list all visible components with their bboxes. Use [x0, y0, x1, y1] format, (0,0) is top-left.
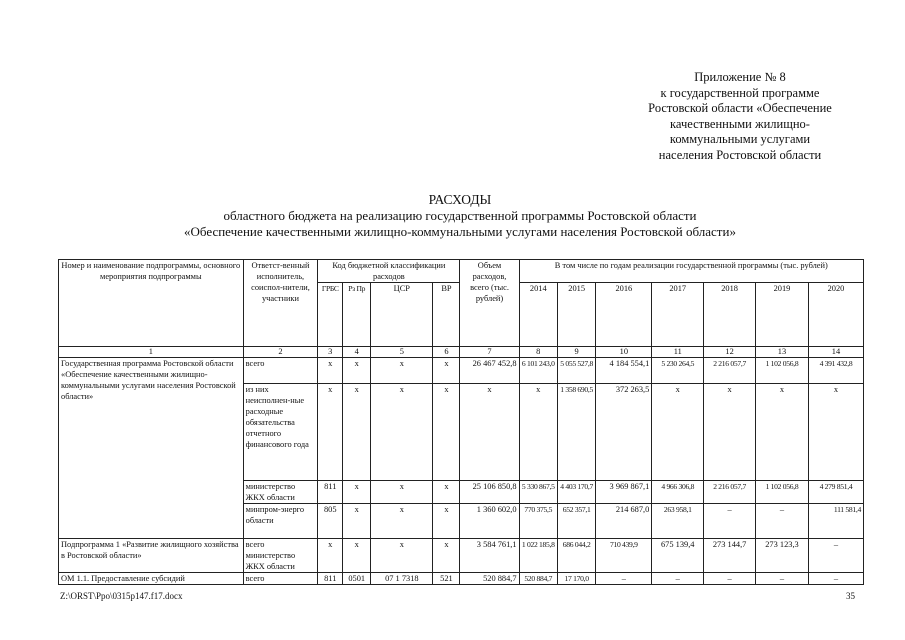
- cell-responsible: из них неисполнен-ные расходные обязательства отчетного финансового года: [243, 384, 318, 481]
- cell-2018: –: [704, 504, 756, 539]
- col-number: 1: [59, 347, 244, 358]
- cell-2014: 5 330 867,5: [519, 481, 557, 504]
- cell-2018: –: [704, 573, 756, 585]
- cell-total: 3 584 761,1: [460, 539, 519, 573]
- cell-2019: –: [756, 573, 809, 585]
- cell-2015: 686 044,2: [557, 539, 595, 573]
- col-number: 8: [519, 347, 557, 358]
- cell-2014: 520 884,7: [519, 573, 557, 585]
- header-vr: ВР: [433, 283, 460, 347]
- cell-2014: 6 101 243,0: [519, 358, 557, 384]
- cell-2017: –: [652, 573, 704, 585]
- header-responsible: Ответст-венный исполнитель, соиспол-нители, участники: [243, 260, 318, 347]
- footer-page-number: 35: [846, 591, 855, 601]
- activity-name: ОМ 1.1. Предоставление субсидий: [59, 573, 244, 585]
- program-name: Государственная программа Ростовской области «Обеспечение качественными жилищно-коммунальными услугами населения Ростовской области»: [59, 358, 244, 539]
- column-number-row: [59, 347, 864, 358]
- cell-vr: х: [433, 539, 460, 573]
- cell-2016: 710 439,9: [596, 539, 652, 573]
- cell-rzpr: 0501: [343, 573, 371, 585]
- table-row: [59, 358, 864, 384]
- cell-2014: х: [519, 384, 557, 481]
- appendix-line-1: Приложение № 8: [694, 70, 786, 84]
- cell-2015: 4 403 170,7: [557, 481, 595, 504]
- cell-csr: х: [371, 504, 433, 539]
- col-number: 10: [596, 347, 652, 358]
- header-grbs: ГРБС: [318, 283, 343, 347]
- cell-responsible: всего: [243, 573, 318, 585]
- cell-csr: х: [371, 358, 433, 384]
- footer-file-path: Z:\ORST\Ppo\0315p147.f17.docx: [60, 591, 183, 601]
- appendix-line-4: качественными жилищно-: [670, 116, 810, 131]
- cell-2016: 4 184 554,1: [596, 358, 652, 384]
- header-csr: ЦСР: [371, 283, 433, 347]
- subprogram-name: Подпрограмма 1 «Развитие жилищного хозяйства в Ростовской области»: [59, 539, 244, 573]
- cell-2018: 2 216 057,7: [704, 358, 756, 384]
- header-year-2019: 2019: [756, 283, 809, 347]
- header-total: Объем расходов, всего (тыс. рублей): [460, 260, 519, 347]
- cell-2014: 770 375,5: [519, 504, 557, 539]
- appendix-line-3: Ростовской области «Обеспечение: [648, 101, 832, 115]
- cell-total: 26 467 452,8: [460, 358, 519, 384]
- col-number: 13: [756, 347, 809, 358]
- cell-total: 520 884,7: [460, 573, 519, 585]
- appendix-line-5: коммунальными услугами: [669, 132, 811, 146]
- cell-vr: х: [433, 384, 460, 481]
- cell-vr: х: [433, 358, 460, 384]
- col-number: 11: [652, 347, 704, 358]
- header-years-group: В том числе по годам реализации государственной программы (тыс. рублей): [519, 260, 863, 283]
- cell-2016: –: [596, 573, 652, 585]
- cell-csr: х: [371, 539, 433, 573]
- header-year-2018: 2018: [704, 283, 756, 347]
- cell-grbs: 805: [318, 504, 343, 539]
- cell-csr: х: [371, 481, 433, 504]
- cell-total: 1 360 602,0: [460, 504, 519, 539]
- header-rzpr: Рз Пр: [343, 283, 371, 347]
- expenses-table: [58, 259, 864, 585]
- col-number: 5: [371, 347, 433, 358]
- cell-vr: 521: [433, 573, 460, 585]
- cell-grbs: х: [318, 358, 343, 384]
- cell-2020: 4 391 432,8: [808, 358, 863, 384]
- document-subtitle-2: «Обеспечение качественными жилищно-коммунальными услугами населения Ростовской области»: [184, 224, 736, 239]
- cell-2016: 3 969 867,1: [596, 481, 652, 504]
- cell-2019: 1 102 056,8: [756, 358, 809, 384]
- cell-2017: 263 958,1: [652, 504, 704, 539]
- cell-2014: 1 022 185,8: [519, 539, 557, 573]
- header-year-2016: 2016: [596, 283, 652, 347]
- cell-rzpr: х: [343, 358, 371, 384]
- col-number: 14: [808, 347, 863, 358]
- cell-2020: 4 279 851,4: [808, 481, 863, 504]
- col-number: 9: [557, 347, 595, 358]
- cell-rzpr: х: [343, 504, 371, 539]
- table-header-row-1: [59, 260, 864, 283]
- table-row: [59, 573, 864, 585]
- cell-grbs: х: [318, 384, 343, 481]
- cell-2015: 1 358 690,5: [557, 384, 595, 481]
- cell-2020: –: [808, 573, 863, 585]
- header-year-2020: 2020: [808, 283, 863, 347]
- cell-grbs: 811: [318, 573, 343, 585]
- header-budget-code: Код бюджетной классификации расходов: [318, 260, 460, 283]
- appendix-line-2: к государственной программе: [660, 85, 820, 100]
- cell-csr: х: [371, 384, 433, 481]
- header-name: Номер и наименование подпрограммы, основного мероприятия подпрограммы: [59, 260, 244, 347]
- cell-2017: 4 966 306,8: [652, 481, 704, 504]
- header-year-2014: 2014: [519, 283, 557, 347]
- cell-2017: 5 230 264,5: [652, 358, 704, 384]
- cell-2015: 5 055 527,8: [557, 358, 595, 384]
- cell-2019: х: [756, 384, 809, 481]
- document-heading: [40, 192, 880, 240]
- cell-2016: 214 687,0: [596, 504, 652, 539]
- cell-responsible: минпром-энерго области: [243, 504, 318, 539]
- col-number: 6: [433, 347, 460, 358]
- cell-rzpr: х: [343, 539, 371, 573]
- cell-total: 25 106 850,8: [460, 481, 519, 504]
- cell-responsible: министерство ЖКХ области: [243, 481, 318, 504]
- col-number: 2: [243, 347, 318, 358]
- cell-2018: х: [704, 384, 756, 481]
- cell-rzpr: х: [343, 384, 371, 481]
- cell-responsible: всего: [243, 358, 318, 384]
- col-number: 12: [704, 347, 756, 358]
- cell-grbs: х: [318, 539, 343, 573]
- cell-2017: 675 139,4: [652, 539, 704, 573]
- cell-rzpr: х: [343, 481, 371, 504]
- document-title: РАСХОДЫ: [428, 192, 492, 207]
- cell-2019: 1 102 056,8: [756, 481, 809, 504]
- cell-csr: 07 1 7318: [371, 573, 433, 585]
- cell-responsible: всего министерство ЖКХ области: [243, 539, 318, 573]
- col-number: 4: [343, 347, 371, 358]
- cell-vr: х: [433, 481, 460, 504]
- cell-grbs: 811: [318, 481, 343, 504]
- cell-2017: х: [652, 384, 704, 481]
- cell-vr: х: [433, 504, 460, 539]
- cell-2018: 273 144,7: [704, 539, 756, 573]
- cell-total: х: [460, 384, 519, 481]
- document-subtitle-1: областного бюджета на реализацию государственной программы Ростовской области: [223, 208, 697, 223]
- cell-2019: 273 123,3: [756, 539, 809, 573]
- cell-2020: 111 581,4: [808, 504, 863, 539]
- appendix-note: [600, 70, 880, 163]
- cell-2016: 372 263,5: [596, 384, 652, 481]
- col-number: 7: [460, 347, 519, 358]
- col-number: 3: [318, 347, 343, 358]
- cell-2018: 2 216 057,7: [704, 481, 756, 504]
- header-year-2015: 2015: [557, 283, 595, 347]
- cell-2015: 652 357,1: [557, 504, 595, 539]
- cell-2020: х: [808, 384, 863, 481]
- table-row: [59, 539, 864, 573]
- cell-2015: 17 170,0: [557, 573, 595, 585]
- header-year-2017: 2017: [652, 283, 704, 347]
- cell-2019: –: [756, 504, 809, 539]
- cell-2020: –: [808, 539, 863, 573]
- appendix-line-6: населения Ростовской области: [658, 147, 822, 162]
